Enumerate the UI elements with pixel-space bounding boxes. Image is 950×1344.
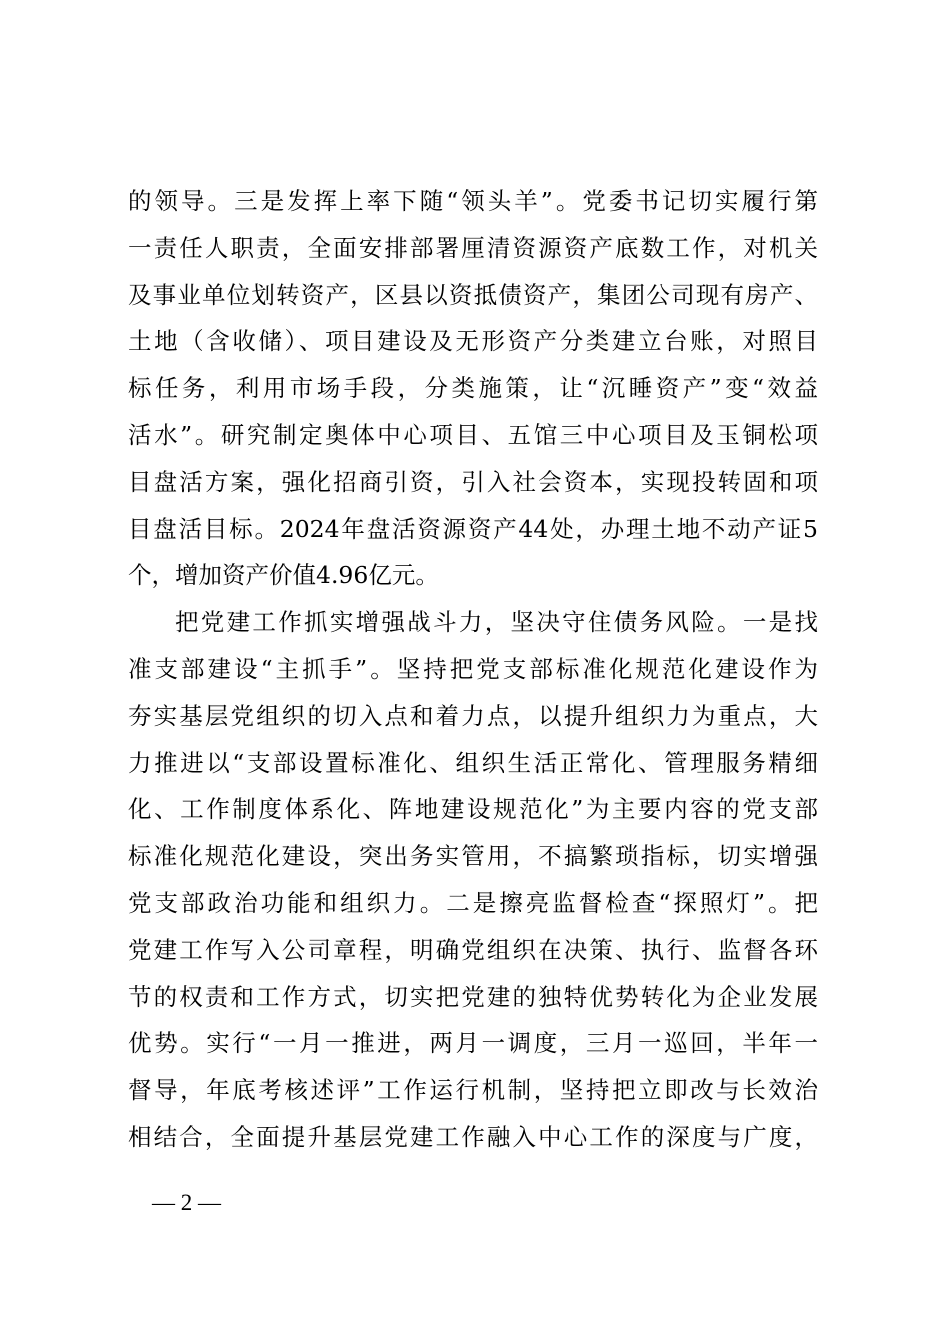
text-line: 督导，年底考核述评”工作运行机制，坚持把立即改与长效治 [128, 1076, 818, 1105]
text-line: 夯实基层党组织的切入点和着力点，以提升组织力为重点，大 [128, 701, 818, 730]
text-line: 优势。实行“一月一推进，两月一调度，三月一巡回，半年一 [128, 1029, 818, 1058]
text-line: 标准化规范化建设，突出务实管用，不搞繁琐指标，切实增强 [128, 842, 818, 871]
text-line: 土地（含收储）、项目建设及无形资产分类建立台账，对照目 [128, 327, 818, 356]
text-line: 化、工作制度体系化、阵地建设规范化”为主要内容的党支部 [128, 795, 818, 824]
paragraph-1 [128, 178, 818, 599]
text-line: 的领导。三是发挥上率下随“领头羊”。党委书记切实履行第 [128, 187, 818, 215]
body-text [128, 178, 818, 1161]
text-line: 节的权责和工作方式，切实把党建的独特优势转化为企业发展 [128, 982, 818, 1011]
text-line: 一责任人职责，全面安排部署厘清资源资产底数工作，对机关 [128, 233, 818, 262]
text-line: 个，增加资产价值4.96亿元。 [128, 561, 439, 590]
text-line: 党建工作写入公司章程，明确党组织在决策、执行、监督各环 [128, 935, 818, 964]
text-line: 目盘活方案，强化招商引资，引入社会资本，实现投转固和项 [128, 467, 818, 496]
text-line: 力推进以“支部设置标准化、组织生活正常化、管理服务精细 [128, 748, 818, 777]
text-line: 及事业单位划转资产，区县以资抵债资产，集团公司现有房产、 [128, 280, 818, 309]
text-line: 活水”。研究制定奥体中心项目、五馆三中心项目及玉铜松项 [128, 420, 818, 449]
text-line: 目盘活目标。2024年盘活资源资产44处，办理土地不动产证5 [128, 514, 818, 543]
text-line: 准支部建设“主抓手”。坚持把党支部标准化规范化建设作为 [128, 654, 818, 683]
text-line: 把党建工作抓实增强战斗力，坚决守住债务风险。一是找 [175, 608, 818, 637]
text-line: 党支部政治功能和组织力。二是擦亮监督检查“探照灯”。把 [128, 888, 818, 917]
text-line: 相结合，全面提升基层党建工作融入中心工作的深度与广度， [128, 1122, 818, 1151]
page-number: — 2 — [152, 1190, 221, 1215]
paragraph-2 [128, 599, 818, 1161]
text-line: 标任务，利用市场手段，分类施策，让“沉睡资产”变“效益 [128, 374, 818, 403]
